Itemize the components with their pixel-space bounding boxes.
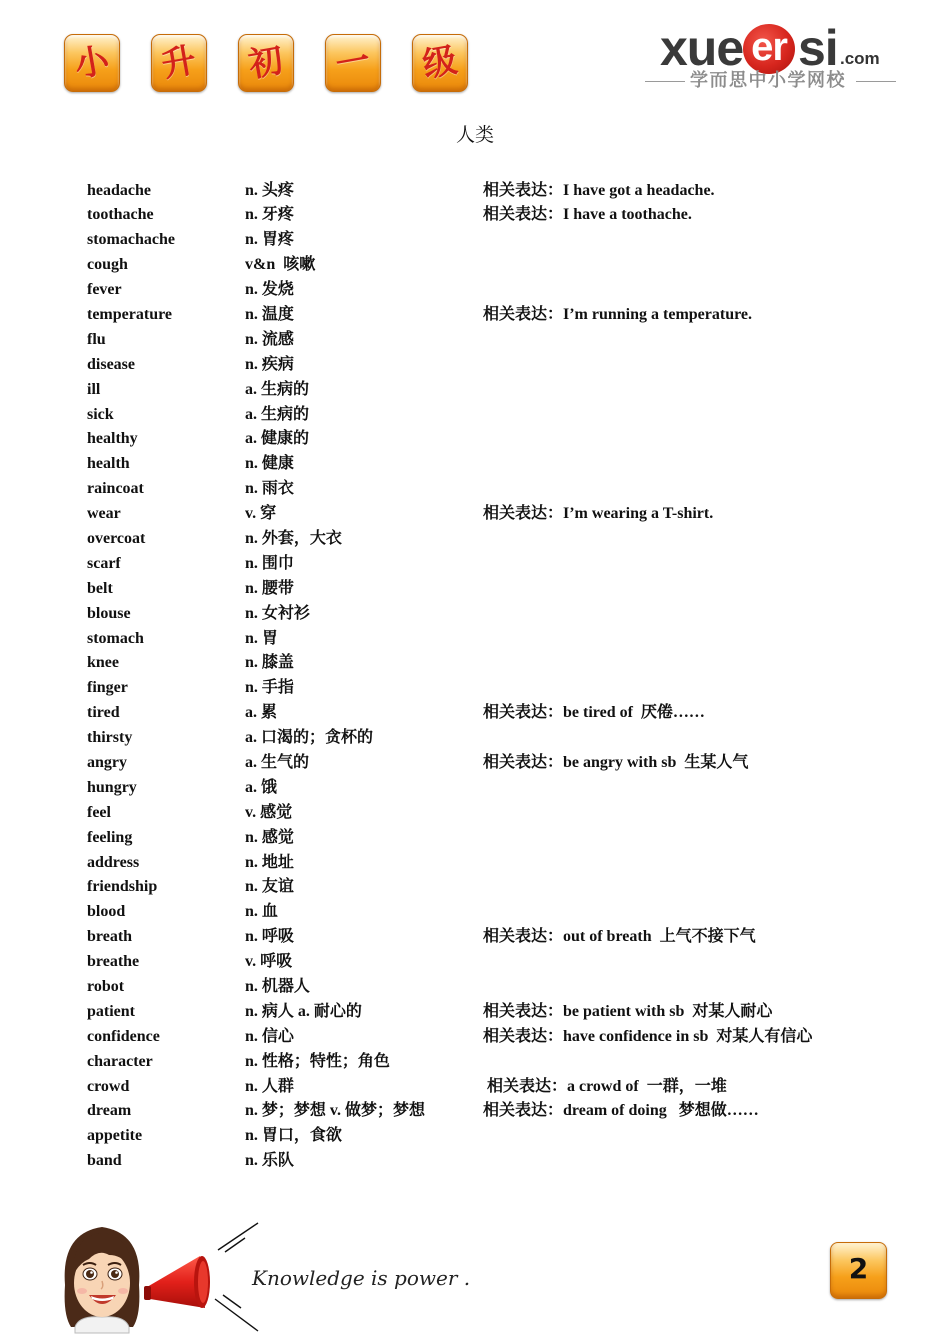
vocab-row bbox=[0, 303, 950, 328]
vocab-related-expression: 相关表达：I’m wearing a T-shirt. bbox=[483, 505, 714, 523]
vocab-meaning: n. 牙疼 bbox=[245, 206, 294, 224]
vocab-word: flu bbox=[87, 330, 106, 348]
page-title: 人类 bbox=[455, 125, 494, 146]
vocab-row bbox=[0, 950, 950, 975]
vocab-meaning: n. 膝盖 bbox=[245, 654, 294, 672]
header-tile-3 bbox=[238, 34, 294, 92]
vocab-row bbox=[0, 851, 950, 876]
vocab-word: healthy bbox=[87, 430, 138, 448]
vocab-related-expression: 相关表达：I have a toothache. bbox=[483, 206, 692, 224]
vocab-row bbox=[0, 353, 950, 378]
tile-character: 级 bbox=[419, 40, 461, 86]
vocab-word: breathe bbox=[87, 953, 140, 971]
vocab-row bbox=[0, 726, 950, 751]
logo-dotcom: .com bbox=[840, 49, 880, 68]
vocab-row bbox=[0, 925, 950, 950]
vocab-meaning: n. 感觉 bbox=[245, 828, 294, 846]
vocab-meaning: a. 生病的 bbox=[245, 405, 310, 423]
vocab-word: address bbox=[87, 853, 140, 871]
vocab-meaning: a. 累 bbox=[245, 704, 278, 722]
vocab-row bbox=[0, 776, 950, 801]
vocab-word: confidence bbox=[87, 1027, 160, 1045]
vocab-meaning: n. 外套，大衣 bbox=[245, 529, 342, 547]
logo-subtitle: 学而思中小学网校 bbox=[690, 70, 846, 91]
vocab-meaning: a. 饿 bbox=[245, 778, 278, 796]
vocab-word: fever bbox=[87, 281, 122, 299]
vocab-row bbox=[0, 278, 950, 303]
vocab-word: angry bbox=[87, 753, 127, 771]
vocab-meaning: n. 流感 bbox=[245, 330, 294, 348]
vocab-row bbox=[0, 577, 950, 602]
vocab-word: knee bbox=[87, 654, 119, 672]
vocab-meaning: n. 围巾 bbox=[245, 554, 294, 572]
vocab-meaning: a. 生气的 bbox=[245, 753, 310, 771]
tile-character: 升 bbox=[158, 40, 200, 86]
vocab-row bbox=[0, 378, 950, 403]
vocab-row bbox=[0, 403, 950, 428]
vocab-meaning: n. 胃疼 bbox=[245, 231, 294, 249]
vocab-meaning: n. 雨衣 bbox=[245, 480, 294, 498]
vocab-meaning: v&n 咳嗽 bbox=[245, 256, 316, 274]
vocab-related-expression: 相关表达：have confidence in sb 对某人有信心 bbox=[483, 1027, 813, 1045]
header-tile-2 bbox=[151, 34, 207, 92]
vocab-row bbox=[0, 875, 950, 900]
vocab-word: hungry bbox=[87, 778, 137, 796]
vocab-related-expression: 相关表达：dream of doing 梦想做…… bbox=[483, 1102, 759, 1120]
footer-slogan: Knowledge is power . bbox=[252, 1266, 471, 1290]
logo-text-si: si bbox=[798, 20, 838, 76]
vocab-row bbox=[0, 253, 950, 278]
vocab-row bbox=[0, 975, 950, 1000]
logo-rule-left bbox=[645, 81, 685, 82]
megaphone-icon bbox=[144, 1256, 210, 1308]
vocab-row bbox=[0, 179, 950, 204]
vocab-row bbox=[0, 477, 950, 502]
vocab-meaning: n. 呼吸 bbox=[245, 928, 294, 946]
vocab-word: disease bbox=[87, 355, 135, 373]
header-tile-4 bbox=[325, 34, 381, 92]
vocab-row bbox=[0, 826, 950, 851]
vocab-meaning: n. 发烧 bbox=[245, 281, 294, 299]
vocab-row bbox=[0, 1075, 950, 1100]
vocab-word: toothache bbox=[87, 206, 154, 224]
vocab-row bbox=[0, 527, 950, 552]
vocab-row bbox=[0, 328, 950, 353]
vocab-row bbox=[0, 228, 950, 253]
vocab-meaning: n. 胃口，食欲 bbox=[245, 1127, 342, 1145]
vocab-word: cough bbox=[87, 256, 128, 274]
logo-rule-right bbox=[856, 81, 896, 82]
vocab-word: finger bbox=[87, 679, 128, 697]
vocab-row bbox=[0, 1149, 950, 1174]
header-tile-1 bbox=[64, 34, 120, 92]
vocab-word: friendship bbox=[87, 878, 158, 896]
vocab-word: headache bbox=[87, 181, 151, 199]
vocab-word: robot bbox=[87, 978, 125, 995]
vocab-word: sick bbox=[87, 405, 114, 423]
vocab-word: temperature bbox=[87, 305, 172, 323]
vocab-row bbox=[0, 627, 950, 652]
vocab-word: scarf bbox=[87, 554, 121, 572]
vocab-word: feel bbox=[87, 803, 111, 821]
vocab-meaning: a. 口渴的；贪杯的 bbox=[245, 729, 374, 747]
vocab-word: raincoat bbox=[87, 480, 144, 498]
vocab-row bbox=[0, 751, 950, 776]
vocab-word: stomachache bbox=[87, 231, 175, 249]
vocab-meaning: n. 健康 bbox=[245, 455, 294, 473]
vocab-row bbox=[0, 651, 950, 676]
vocab-meaning: v. 感觉 bbox=[245, 803, 293, 821]
vocab-row bbox=[0, 801, 950, 826]
vocab-row bbox=[0, 203, 950, 228]
vocab-row bbox=[0, 602, 950, 627]
xueersi-logo bbox=[640, 18, 900, 98]
vocab-related-expression: 相关表达：be patient with sb 对某人耐心 bbox=[483, 1002, 773, 1020]
footer-illustration bbox=[55, 1215, 265, 1340]
vocab-meaning: n. 地址 bbox=[245, 853, 294, 871]
vocab-word: band bbox=[87, 1152, 122, 1170]
vocab-row bbox=[0, 1099, 950, 1124]
vocab-word: appetite bbox=[87, 1127, 143, 1145]
vocab-word: crowd bbox=[87, 1077, 130, 1095]
vocab-meaning: n. 信心 bbox=[245, 1027, 294, 1045]
vocab-word: stomach bbox=[87, 629, 144, 647]
vocab-row bbox=[0, 1124, 950, 1149]
vocab-meaning: n. 梦；梦想 v. 做梦；梦想 bbox=[245, 1102, 426, 1120]
vocab-row bbox=[0, 452, 950, 477]
vocab-meaning: n. 温度 bbox=[245, 305, 294, 323]
vocab-word: blouse bbox=[87, 604, 131, 622]
vocab-related-expression: 相关表达：out of breath 上气不接下气 bbox=[483, 928, 756, 946]
vocab-row bbox=[0, 900, 950, 925]
vocab-related-expression: 相关表达：a crowd of 一群，一堆 bbox=[487, 1077, 727, 1095]
vocab-meaning: n. 机器人 bbox=[245, 978, 310, 995]
vocab-related-expression: 相关表达：be tired of 厌倦…… bbox=[483, 704, 705, 722]
vocab-meaning: n. 腰带 bbox=[245, 579, 294, 597]
tile-character: 小 bbox=[71, 40, 113, 86]
tile-character: 初 bbox=[245, 40, 287, 86]
vocab-meaning: a. 生病的 bbox=[245, 380, 310, 398]
vocab-word: overcoat bbox=[87, 529, 146, 547]
vocab-word: patient bbox=[87, 1002, 135, 1020]
vocab-word: ill bbox=[87, 380, 101, 398]
vocab-meaning: n. 性格；特性；角色 bbox=[245, 1052, 390, 1070]
vocab-meaning: n. 胃 bbox=[245, 629, 278, 647]
vocab-word: thirsty bbox=[87, 729, 133, 747]
vocab-word: wear bbox=[87, 505, 121, 523]
vocab-row bbox=[0, 427, 950, 452]
vocab-row bbox=[0, 676, 950, 701]
vocab-meaning: n. 病人 a. 耐心的 bbox=[245, 1002, 362, 1020]
vocab-row bbox=[0, 502, 950, 527]
vocab-word: dream bbox=[87, 1102, 132, 1120]
vocabulary-list bbox=[0, 179, 950, 1175]
vocab-meaning: n. 血 bbox=[245, 903, 278, 921]
vocab-meaning: n. 女衬衫 bbox=[245, 604, 310, 622]
vocab-meaning: v. 呼吸 bbox=[245, 953, 293, 971]
vocab-meaning: n. 友谊 bbox=[245, 878, 294, 896]
vocab-row bbox=[0, 1000, 950, 1025]
vocab-meaning: n. 手指 bbox=[245, 679, 294, 697]
vocab-word: breath bbox=[87, 928, 133, 946]
vocab-word: health bbox=[87, 455, 130, 473]
vocab-meaning: v. 穿 bbox=[245, 505, 277, 523]
vocab-row bbox=[0, 552, 950, 577]
vocab-word: feeling bbox=[87, 828, 133, 846]
page-number: 2 bbox=[830, 1242, 887, 1299]
girl-icon bbox=[65, 1227, 140, 1333]
vocab-meaning: n. 头疼 bbox=[245, 181, 294, 199]
vocab-related-expression: 相关表达：I have got a headache. bbox=[483, 181, 715, 199]
vocab-word: tired bbox=[87, 704, 120, 722]
vocab-meaning: n. 人群 bbox=[245, 1077, 294, 1095]
header-tile-5 bbox=[412, 34, 468, 92]
vocab-word: character bbox=[87, 1052, 153, 1070]
vocab-word: blood bbox=[87, 903, 126, 921]
vocab-meaning: n. 疾病 bbox=[245, 355, 294, 373]
vocab-word: belt bbox=[87, 579, 113, 597]
vocab-related-expression: 相关表达：I’m running a temperature. bbox=[483, 305, 753, 323]
vocab-row bbox=[0, 1050, 950, 1075]
logo-text-xue: xue bbox=[660, 20, 744, 76]
vocab-meaning: n. 乐队 bbox=[245, 1152, 294, 1170]
vocab-meaning: a. 健康的 bbox=[245, 430, 310, 448]
logo-er-circle: er bbox=[743, 24, 795, 74]
vocab-related-expression: 相关表达：be angry with sb 生某人气 bbox=[483, 753, 749, 771]
tile-character: 一 bbox=[332, 40, 374, 86]
vocab-row bbox=[0, 1025, 950, 1050]
vocab-row bbox=[0, 701, 950, 726]
